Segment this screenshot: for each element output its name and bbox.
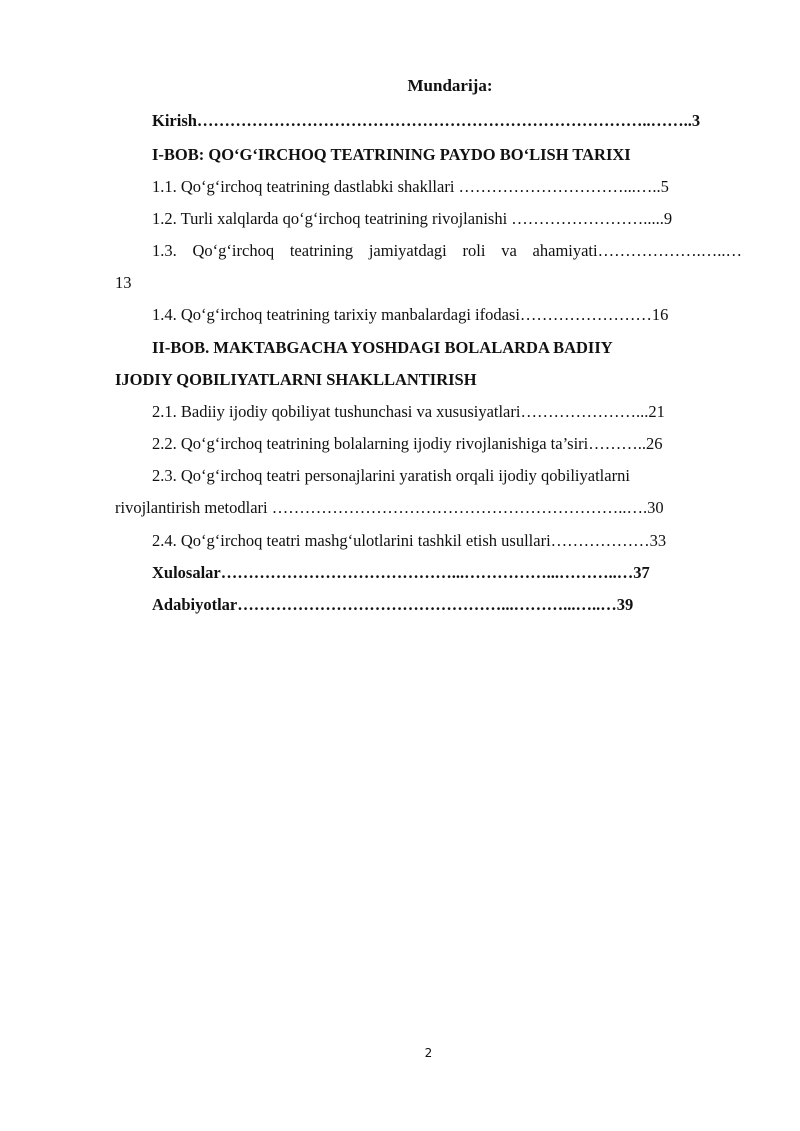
toc-entry-2-3-line1: 2.3. Qo‘g‘irchoq teatri personajlarini yaratish orqali ijodiy qobiliyatlarni: [152, 466, 630, 485]
toc-entry-2-4: 2.4. Qo‘g‘irchoq teatri mashg‘ulotlarini tashkil etish usullari………………33: [152, 531, 667, 550]
toc-entry-1-3-page: 13: [115, 273, 132, 292]
toc-title: Mundarija:: [407, 76, 493, 95]
toc-entry-1-1: 1.1. Qo‘g‘irchoq teatrining dastlabki shakllari …………………………...…..5: [152, 177, 669, 196]
toc-word: ahamiyati……………….…..…: [532, 241, 742, 260]
toc-entry-2-3-line2: rivojlantirish metodlari ………………………………………………………..….30: [115, 498, 664, 517]
toc-word: teatrining: [289, 241, 354, 260]
toc-word: jamiyatdagi: [368, 241, 447, 260]
toc-word: va: [501, 241, 517, 260]
toc-chapter2-heading-line1: II-BOB. MAKTABGACHA YOSHDAGI BOLALARDA BADIIY: [152, 338, 613, 357]
toc-entry-1-3-words: [152, 241, 742, 261]
page-number: 2: [424, 1046, 433, 1060]
toc-entry-1-4: 1.4. Qo‘g‘irchoq teatrining tarixiy manbalardagi ifodasi……………………16: [152, 305, 669, 324]
toc-entry-conclusions: Xulosalar……………………………………...……………...………..…37: [152, 563, 650, 582]
toc-chapter2-heading-line2: IJODIY QOBILIYATLARNI SHAKLLANTIRISH: [115, 370, 477, 389]
toc-word: 1.3.: [152, 241, 177, 260]
toc-word: Qo‘g‘irchoq: [192, 241, 275, 260]
toc-entry-1-2: 1.2. Turli xalqlarda qo‘g‘irchoq teatrining rivojlanishi …………………….....9: [152, 209, 673, 228]
toc-entry-2-1: 2.1. Badiiy ijodiy qobiliyat tushunchasi va xususiyatlari…………………...21: [152, 402, 665, 421]
toc-entry-2-2: 2.2. Qo‘g‘irchoq teatrining bolalarning ijodiy rivojlanishiga ta’siri………..26: [152, 434, 663, 453]
toc-chapter1-heading: I-BOB: QO‘G‘IRCHOQ TEATRINING PAYDO BO‘LISH TARIXI: [152, 145, 631, 164]
toc-entry-1-3: [152, 241, 742, 261]
toc-entry-references: Adabiyotlar…………………………………………...………...…..…39: [152, 595, 634, 614]
toc-word: roli: [462, 241, 486, 260]
toc-entry-intro: Kirish………………………………………………………………………..……..3: [152, 111, 701, 130]
